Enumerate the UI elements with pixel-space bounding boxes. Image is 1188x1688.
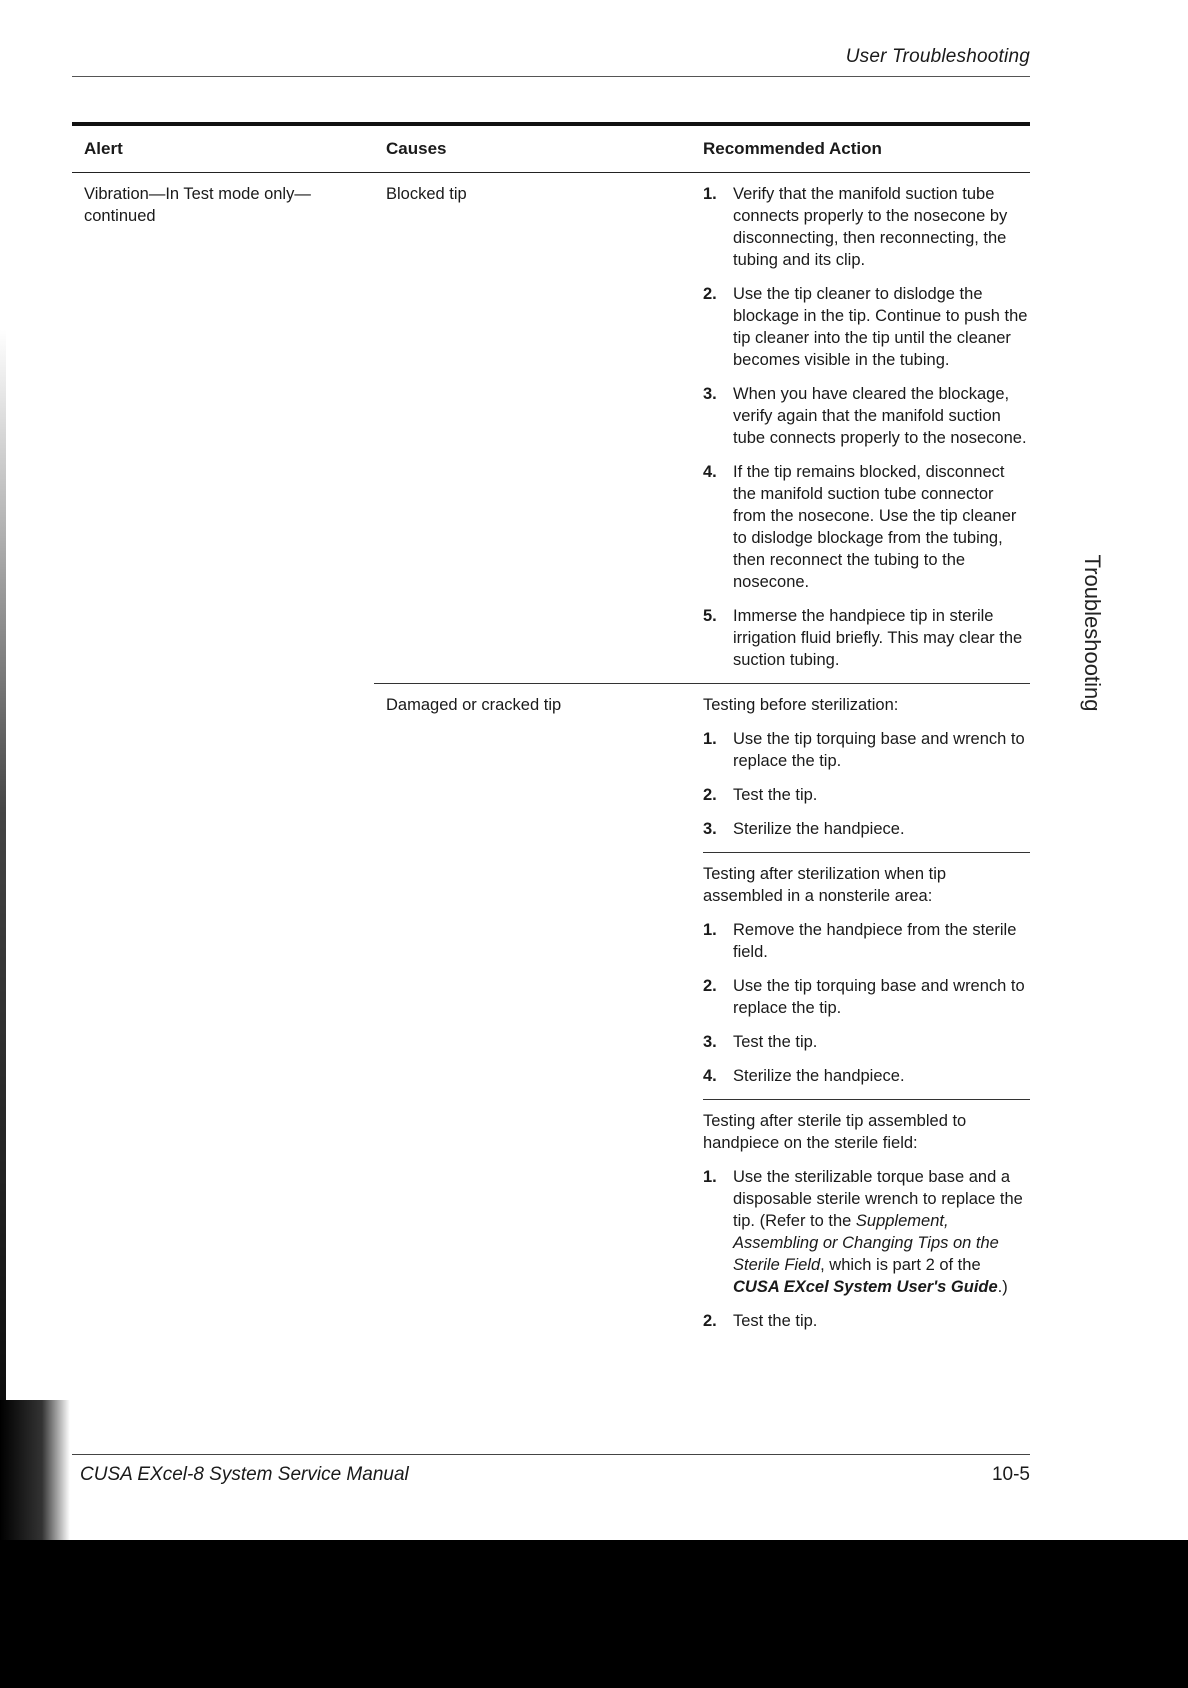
step-number: 2. <box>703 1312 717 1330</box>
action-steps <box>703 919 1030 1087</box>
step-number: 2. <box>703 285 717 303</box>
users-guide-reference: CUSA EXcel System User's Guide <box>733 1278 998 1296</box>
cause-cell <box>374 173 701 683</box>
step-number: 3. <box>703 385 717 403</box>
list-item <box>703 1065 1030 1087</box>
list-item <box>703 919 1030 963</box>
step-text <box>733 1166 1030 1298</box>
list-item <box>703 1166 1030 1298</box>
list-item <box>703 1310 1030 1332</box>
troubleshooting-table <box>72 122 1030 1344</box>
footer-rule <box>72 1454 1030 1455</box>
alert-cell <box>72 173 374 1344</box>
alert-text: Vibration—In Test mode only— continued <box>84 185 311 225</box>
action-steps <box>703 183 1030 671</box>
header-alert: Alert <box>84 139 123 158</box>
step-number: 2. <box>703 786 717 804</box>
step-number: 1. <box>703 185 717 203</box>
step-number: 3. <box>703 820 717 838</box>
step-text-part: .) <box>997 1278 1008 1296</box>
section-side-tab <box>1070 548 1114 718</box>
action-steps <box>703 728 1030 840</box>
step-number: 5. <box>703 607 717 625</box>
step-number: 2. <box>703 977 717 995</box>
cause-action-column <box>374 173 1030 1344</box>
table-row <box>374 173 1030 683</box>
step-text: If the tip remains blocked, disconnect the manifold suction tube connector from the nosecone. Use the tip cleaner to dislodge blockage from the tubing, then reconnect the tubing to the nosecone. <box>733 463 1017 591</box>
header-causes: Causes <box>386 139 447 158</box>
step-text: When you have cleared the blockage, verify again that the manifold suction tube connects properly to the nosecone. <box>733 385 1027 447</box>
group-intro: Testing after sterilization when tip assembled in a nonsterile area: <box>703 865 947 905</box>
step-text: Remove the handpiece from the sterile field. <box>733 921 1017 961</box>
side-tab-label: Troubleshooting <box>1080 554 1105 712</box>
list-item <box>703 975 1030 1019</box>
action-steps <box>703 1166 1030 1332</box>
table-row <box>374 684 1030 1344</box>
step-text: Test the tip. <box>733 786 818 804</box>
footer-page-number: 10-5 <box>991 1464 1030 1485</box>
list-item <box>703 461 1030 593</box>
step-number: 4. <box>703 1067 717 1085</box>
list-item <box>703 818 1030 840</box>
step-number: 4. <box>703 463 717 481</box>
scan-left-edge-shadow <box>0 330 6 1540</box>
step-text: Sterilize the handpiece. <box>733 1067 905 1085</box>
group-intro: Testing after sterile tip assembled to handpiece on the sterile field: <box>703 1112 967 1152</box>
step-text-part: , which is part 2 of the <box>820 1256 981 1274</box>
group-intro: Testing before sterilization: <box>703 696 899 714</box>
scan-bottom-black-band <box>0 1540 1188 1688</box>
step-number: 1. <box>703 921 717 939</box>
action-group <box>703 853 1030 1087</box>
list-item <box>703 283 1030 371</box>
list-item <box>703 784 1030 806</box>
running-header: User Troubleshooting <box>845 46 1030 67</box>
cause-text: Damaged or cracked tip <box>386 696 562 714</box>
step-text: Use the tip torquing base and wrench to replace the tip. <box>733 977 1025 1017</box>
step-number: 1. <box>703 1168 717 1186</box>
step-text: Use the tip cleaner to dislodge the blockage in the tip. Continue to push the tip cleaner into the tip until the cleaner becomes visible in the tubing. <box>733 285 1028 369</box>
step-text-part: Use the sterilizable torque base and a disposable sterile wrench to replace the tip. (Refer to the <box>733 1168 1023 1230</box>
footer-manual-title: CUSA EXcel-8 System Service Manual <box>80 1464 409 1485</box>
action-cell <box>701 173 1030 683</box>
scan-corner-shadow <box>0 1400 70 1540</box>
step-text: Use the tip torquing base and wrench to replace the tip. <box>733 730 1025 770</box>
list-item <box>703 183 1030 271</box>
cause-text: Blocked tip <box>386 185 467 203</box>
table-header-row <box>72 126 1030 173</box>
step-text: Test the tip. <box>733 1312 818 1330</box>
step-text: Verify that the manifold suction tube connects properly to the nosecone by disconnecting, then reconnecting, the tubing and its clip. <box>733 185 1008 269</box>
table-body <box>72 173 1030 1344</box>
action-group <box>703 684 1030 840</box>
supplement-reference: Supplement, Assembling or Changing Tips on the Sterile Field <box>733 1212 999 1274</box>
header-rule <box>72 76 1030 77</box>
header-recommended-action: Recommended Action <box>703 139 882 158</box>
step-number: 1. <box>703 730 717 748</box>
step-number: 3. <box>703 1033 717 1051</box>
action-cell <box>701 684 1030 1344</box>
list-item <box>703 1031 1030 1053</box>
action-group <box>703 1100 1030 1332</box>
list-item <box>703 383 1030 449</box>
list-item <box>703 605 1030 671</box>
cause-cell <box>374 684 701 1344</box>
step-text: Sterilize the handpiece. <box>733 820 905 838</box>
list-item <box>703 728 1030 772</box>
step-text: Test the tip. <box>733 1033 818 1051</box>
step-text: Immerse the handpiece tip in sterile irrigation fluid briefly. This may clear the suction tubing. <box>733 607 1023 669</box>
